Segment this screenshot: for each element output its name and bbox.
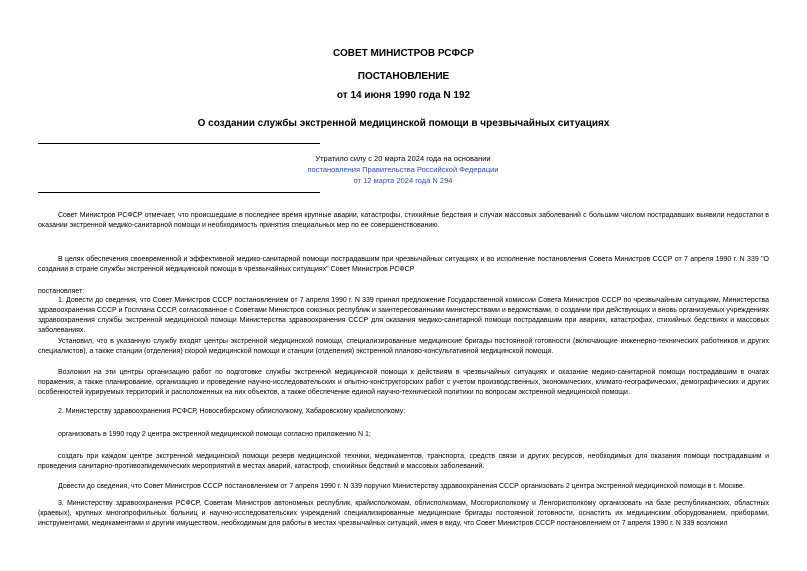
bottom-divider xyxy=(38,192,320,193)
clause-2-reserve-paragraph: создать при каждом центре экстренной медицинской помощи резерв медицинской техники, медикаментов, транспорта, средств связи и других ресурсов, необходимых для оказания помощи пострадавшим и проведения санитарно-противоэпидемических мероприятий в местах аварий, катастроф, стихийных бедствий и массовых заболеваний. xyxy=(38,453,769,470)
preamble-paragraph: Совет Министров РСФСР отмечает, что происшедшие в последнее время крупные аварии, катастрофы, стихийные бедствия и случаи массовых заболеваний с большим числом пострадавших выявили недостатки в оказании экстренной медико-санитарной помощи и необходимость принятия специальных мер по ее совершенствованию. xyxy=(38,212,769,229)
clause-1-service-paragraph: Установил, что в указанную службу входят центры экстренной медицинской помощи, специализированные медицинские бригады постоянной готовности (включающие инженерно-технических работников и других специалистов), а также станции (отделения) скорой медицинской помощи и станции (отделения) экстренной планово-консультативной медицинской помощи. xyxy=(38,338,769,355)
clause-2-organize-paragraph: организовать в 1990 году 2 центра экстренной медицинской помощи согласно приложению N 1; xyxy=(58,431,371,438)
document-subject-title: О создании службы экстренной медицинской помощи в чрезвычайных ситуациях xyxy=(197,118,610,129)
clause-2-moscow-paragraph: Довести до сведения, что Совет Министров СССР постановлением от 7 апреля 1990 г. N 339 поручил Министерству здравоохранения СССР организовать 2 центра экстренной медицинской помощи в г. Москве. xyxy=(58,483,745,490)
status-note-text: Утратило силу с 20 марта 2024 года на основании xyxy=(315,154,491,163)
repeal-decree-date-link[interactable]: от 12 марта 2024 года N 294 xyxy=(353,176,453,185)
clause-1-paragraph: 1. Довести до сведения, что Совет Министров СССР постановлением от 7 апреля 1990 г. N 339 принял предложение Государственной комиссии Совета Министров СССР по чрезвычайным ситуациям, Министерства здравоохранения СССР и Госплана СССР, согласованное с Советами Министров союзных республик и заинтересованными министерствами и ведомствами, о создании при действующих и вновь организуемых учреждениях здравоохранения службы экстренной медицинской помощи Министерства здравоохранения СССР для оказания медико-санитарной помощи пострадавшим при авариях, катастрофах, стихийных бедствиях и массовых заболеваниях. xyxy=(38,297,769,334)
issuer-heading: СОВЕТ МИНИСТРОВ РСФСР xyxy=(333,48,474,59)
clause-2-paragraph: 2. Министерству здравоохранения РСФСР, Новосибирскому облисполкому, Хабаровскому крайисполкому: xyxy=(58,408,406,415)
document-date-number: от 14 июня 1990 года N 192 xyxy=(336,90,471,101)
purpose-paragraph: В целях обеспечения своевременной и эффективной медико-санитарной помощи пострадавшим при чрезвычайных ситуациях и во исполнение постановления Совета Министров СССР от 7 апреля 1990 г. N 339 "О создании в стране службы экстренной медицинской помощи в чрезвычайных ситуациях" Совет Министров РСФСР xyxy=(38,256,769,273)
document-type-heading: ПОСТАНОВЛЕНИЕ xyxy=(357,71,450,82)
resolves-paragraph: постановляет: xyxy=(38,288,85,295)
top-divider xyxy=(38,143,320,144)
clause-1-tasks-paragraph: Возложил на эти центры организацию работ по подготовке службы экстренной медицинской помощи к действиям в чрезвычайных ситуациях и оказание медико-санитарной помощи пострадавшим в очагах поражения, а также планирование, организацию и проведение научно-исследовательских и опытно-конструкторских работ с учетом производственных, экономических, климато-географических, демографических и других особенностей курируемых территорий и расположенных на них объектов, а также обеспечение единой научно-технической политики по вопросам экстренной медицинской помощи. xyxy=(38,369,769,396)
repeal-decree-link[interactable]: постановления Правительства Российской Федерации xyxy=(307,165,499,174)
clause-3-paragraph: 3. Министерству здравоохранения РСФСР, Советам Министров автономных республик, крайисполкомам, облисполкомам, Мосгорисполкому и Ленгорисполкому организовать на базе республиканских, областных (краевых), крупных многопрофильных больниц и научно-исследовательских учреждений специализированные медицинские бригады постоянной готовности, оснастить их медицинским оборудованием, приборами, инструментами, медикаментами и другим имуществом, необходимым для работы в местах чрезвычайных ситуаций, имея в виду, что Совет Министров СССР постановлением от 7 апреля 1990 г. N 339 возложил xyxy=(38,500,769,527)
